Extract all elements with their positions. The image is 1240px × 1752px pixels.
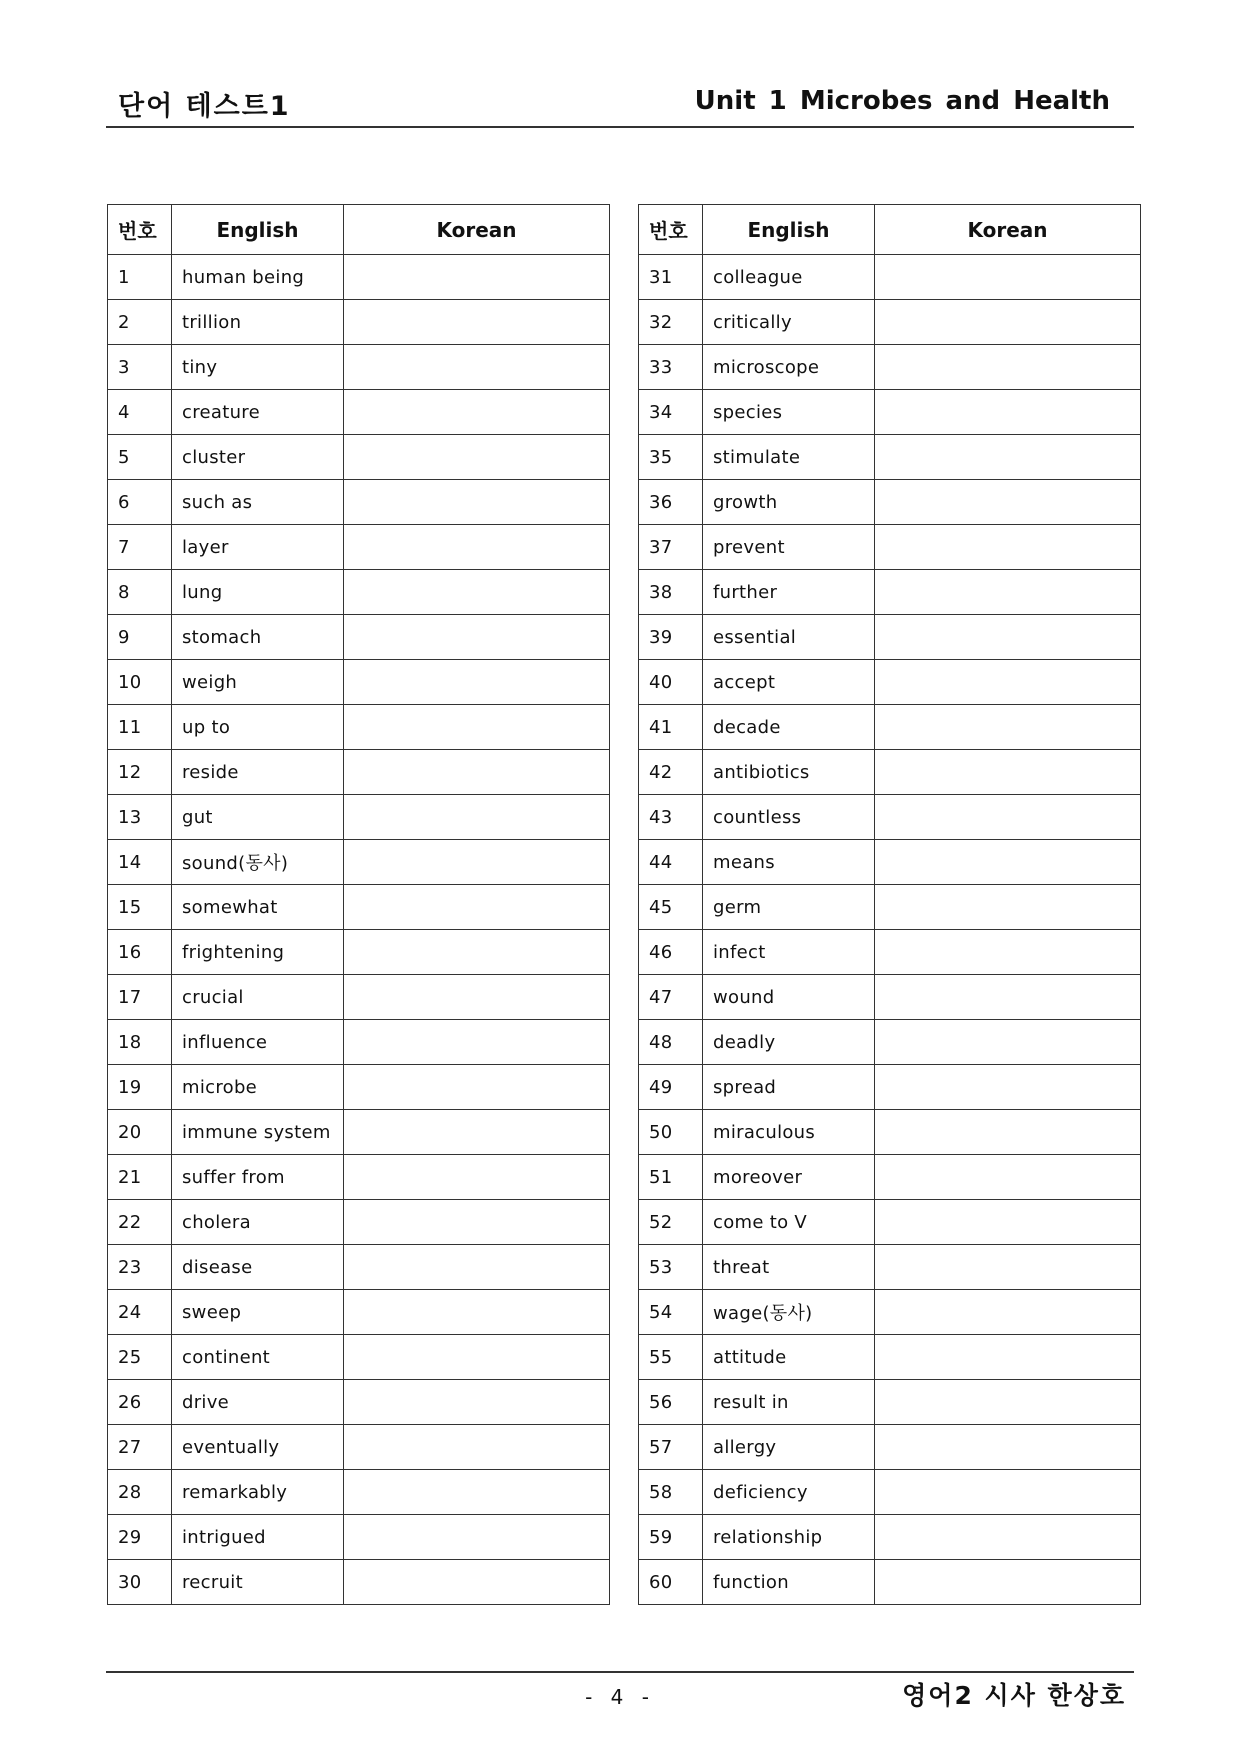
korean-answer-cell[interactable]: [875, 1425, 1141, 1470]
column-header-english: English: [703, 205, 875, 255]
table-row: [108, 1380, 610, 1425]
korean-answer-cell[interactable]: [875, 1290, 1141, 1335]
english-word: germ: [703, 885, 875, 930]
table-row: [108, 1200, 610, 1245]
row-number: 49: [639, 1065, 703, 1110]
table-row: [639, 1515, 1141, 1560]
table-row: [108, 660, 610, 705]
table-row: [108, 1110, 610, 1155]
page-header: [106, 78, 1134, 128]
korean-answer-cell[interactable]: [344, 1380, 610, 1425]
korean-answer-cell[interactable]: [344, 885, 610, 930]
english-word: wage(동사): [703, 1290, 875, 1335]
english-word: creature: [172, 390, 344, 435]
english-word: intrigued: [172, 1515, 344, 1560]
table-row: [639, 840, 1141, 885]
table-row: [639, 480, 1141, 525]
row-number: 20: [108, 1110, 172, 1155]
table-row: [639, 300, 1141, 345]
korean-answer-cell[interactable]: [875, 660, 1141, 705]
english-word: microscope: [703, 345, 875, 390]
english-word: crucial: [172, 975, 344, 1020]
row-number: 24: [108, 1290, 172, 1335]
row-number: 17: [108, 975, 172, 1020]
row-number: 46: [639, 930, 703, 975]
table-row: [108, 1155, 610, 1200]
vocab-table-right: [638, 204, 1141, 1605]
row-number: 32: [639, 300, 703, 345]
row-number: 58: [639, 1470, 703, 1515]
english-word: eventually: [172, 1425, 344, 1470]
row-number: 2: [108, 300, 172, 345]
table-row: [639, 705, 1141, 750]
english-word: such as: [172, 480, 344, 525]
table-row: [639, 975, 1141, 1020]
korean-answer-cell[interactable]: [344, 795, 610, 840]
row-number: 55: [639, 1335, 703, 1380]
english-word: continent: [172, 1335, 344, 1380]
table-row: [108, 345, 610, 390]
row-number: 14: [108, 840, 172, 885]
unit-title: Unit 1 Microbes and Health: [694, 86, 1110, 116]
korean-answer-cell[interactable]: [875, 840, 1141, 885]
row-number: 47: [639, 975, 703, 1020]
column-header-korean: Korean: [875, 205, 1141, 255]
vocab-table-right-body: [639, 255, 1141, 1605]
row-number: 36: [639, 480, 703, 525]
korean-answer-cell[interactable]: [344, 1335, 610, 1380]
korean-answer-cell[interactable]: [875, 930, 1141, 975]
row-number: 45: [639, 885, 703, 930]
table-row: [639, 435, 1141, 480]
table-row: [108, 300, 610, 345]
english-word: infect: [703, 930, 875, 975]
korean-answer-cell[interactable]: [875, 1560, 1141, 1605]
korean-answer-cell[interactable]: [875, 525, 1141, 570]
table-row: [639, 255, 1141, 300]
english-word: miraculous: [703, 1110, 875, 1155]
korean-answer-cell[interactable]: [875, 1335, 1141, 1380]
korean-answer-cell[interactable]: [344, 255, 610, 300]
korean-answer-cell[interactable]: [344, 390, 610, 435]
korean-answer-cell[interactable]: [344, 705, 610, 750]
column-header-korean: Korean: [344, 205, 610, 255]
english-word: further: [703, 570, 875, 615]
row-number: 59: [639, 1515, 703, 1560]
english-word: come to V: [703, 1200, 875, 1245]
table-row: [639, 1560, 1141, 1605]
korean-answer-cell[interactable]: [875, 300, 1141, 345]
table-row: [108, 435, 610, 480]
table-row: [639, 615, 1141, 660]
table-row: [108, 525, 610, 570]
english-word: tiny: [172, 345, 344, 390]
english-word: somewhat: [172, 885, 344, 930]
english-word: cluster: [172, 435, 344, 480]
table-row: [639, 1380, 1141, 1425]
row-number: 37: [639, 525, 703, 570]
table-row: [108, 1245, 610, 1290]
table-row: [639, 1290, 1141, 1335]
table-row: [108, 1335, 610, 1380]
table-header-row: [639, 205, 1141, 255]
row-number: 1: [108, 255, 172, 300]
korean-answer-cell[interactable]: [875, 1515, 1141, 1560]
english-word: deadly: [703, 1020, 875, 1065]
table-row: [639, 1425, 1141, 1470]
row-number: 38: [639, 570, 703, 615]
english-word: microbe: [172, 1065, 344, 1110]
row-number: 35: [639, 435, 703, 480]
row-number: 15: [108, 885, 172, 930]
footer-author: 영어2 시사 한상호: [902, 1681, 1126, 1710]
row-number: 44: [639, 840, 703, 885]
english-word: recruit: [172, 1560, 344, 1605]
korean-answer-cell[interactable]: [344, 615, 610, 660]
table-row: [108, 1515, 610, 1560]
row-number: 26: [108, 1380, 172, 1425]
row-number: 28: [108, 1470, 172, 1515]
row-number: 31: [639, 255, 703, 300]
english-word: trillion: [172, 300, 344, 345]
korean-answer-cell[interactable]: [344, 300, 610, 345]
korean-answer-cell[interactable]: [344, 1425, 610, 1470]
table-row: [639, 525, 1141, 570]
row-number: 34: [639, 390, 703, 435]
table-row: [639, 1020, 1141, 1065]
korean-answer-cell[interactable]: [344, 750, 610, 795]
table-row: [639, 390, 1141, 435]
korean-answer-cell[interactable]: [875, 1245, 1141, 1290]
row-number: 29: [108, 1515, 172, 1560]
table-row: [108, 570, 610, 615]
row-number: 51: [639, 1155, 703, 1200]
table-row: [108, 885, 610, 930]
row-number: 25: [108, 1335, 172, 1380]
column-header-number: 번호: [108, 205, 172, 255]
table-row: [108, 930, 610, 975]
row-number: 33: [639, 345, 703, 390]
table-row: [639, 1155, 1141, 1200]
table-row: [108, 390, 610, 435]
english-word: antibiotics: [703, 750, 875, 795]
english-word: attitude: [703, 1335, 875, 1380]
row-number: 60: [639, 1560, 703, 1605]
english-word: lung: [172, 570, 344, 615]
vocab-table-left: [107, 204, 610, 1605]
row-number: 16: [108, 930, 172, 975]
korean-answer-cell[interactable]: [344, 840, 610, 885]
table-row: [639, 795, 1141, 840]
english-word: gut: [172, 795, 344, 840]
korean-answer-cell[interactable]: [344, 1290, 610, 1335]
korean-answer-cell[interactable]: [344, 975, 610, 1020]
english-word: stomach: [172, 615, 344, 660]
row-number: 50: [639, 1110, 703, 1155]
table-row: [108, 750, 610, 795]
korean-answer-cell[interactable]: [875, 1470, 1141, 1515]
table-row: [639, 1200, 1141, 1245]
table-row: [639, 1470, 1141, 1515]
korean-answer-cell[interactable]: [875, 570, 1141, 615]
table-row: [108, 1290, 610, 1335]
english-word: accept: [703, 660, 875, 705]
table-row: [108, 615, 610, 660]
korean-answer-cell[interactable]: [875, 1200, 1141, 1245]
english-word: human being: [172, 255, 344, 300]
english-word: frightening: [172, 930, 344, 975]
korean-answer-cell[interactable]: [875, 795, 1141, 840]
table-row: [108, 840, 610, 885]
korean-answer-cell[interactable]: [875, 255, 1141, 300]
korean-answer-cell[interactable]: [875, 480, 1141, 525]
row-number: 23: [108, 1245, 172, 1290]
table-row: [639, 1335, 1141, 1380]
korean-answer-cell[interactable]: [344, 525, 610, 570]
table-row: [108, 975, 610, 1020]
row-number: 41: [639, 705, 703, 750]
korean-answer-cell[interactable]: [344, 345, 610, 390]
table-row: [108, 1470, 610, 1515]
row-number: 6: [108, 480, 172, 525]
column-header-english: English: [172, 205, 344, 255]
english-word: drive: [172, 1380, 344, 1425]
row-number: 48: [639, 1020, 703, 1065]
korean-answer-cell[interactable]: [344, 660, 610, 705]
korean-answer-cell[interactable]: [344, 1065, 610, 1110]
table-header-row: [108, 205, 610, 255]
english-word: growth: [703, 480, 875, 525]
korean-answer-cell[interactable]: [875, 1020, 1141, 1065]
table-row: [639, 660, 1141, 705]
row-number: 8: [108, 570, 172, 615]
table-row: [639, 345, 1141, 390]
english-word: species: [703, 390, 875, 435]
korean-answer-cell[interactable]: [344, 435, 610, 480]
table-row: [639, 1245, 1141, 1290]
korean-answer-cell[interactable]: [344, 1515, 610, 1560]
table-row: [639, 570, 1141, 615]
row-number: 40: [639, 660, 703, 705]
korean-answer-cell[interactable]: [344, 1200, 610, 1245]
korean-answer-cell[interactable]: [344, 480, 610, 525]
table-row: [639, 1110, 1141, 1155]
english-word: remarkably: [172, 1470, 344, 1515]
english-word: sweep: [172, 1290, 344, 1335]
row-number: 30: [108, 1560, 172, 1605]
english-word: means: [703, 840, 875, 885]
table-row: [639, 885, 1141, 930]
row-number: 3: [108, 345, 172, 390]
english-word: sound(동사): [172, 840, 344, 885]
row-number: 57: [639, 1425, 703, 1470]
korean-answer-cell[interactable]: [875, 705, 1141, 750]
english-word: decade: [703, 705, 875, 750]
row-number: 43: [639, 795, 703, 840]
table-row: [108, 795, 610, 840]
english-word: deficiency: [703, 1470, 875, 1515]
english-word: up to: [172, 705, 344, 750]
english-word: influence: [172, 1020, 344, 1065]
english-word: result in: [703, 1380, 875, 1425]
row-number: 39: [639, 615, 703, 660]
korean-answer-cell[interactable]: [344, 1560, 610, 1605]
footer-divider: [106, 1671, 1134, 1673]
row-number: 4: [108, 390, 172, 435]
english-word: disease: [172, 1245, 344, 1290]
page-number: - 4 -: [585, 1685, 655, 1709]
row-number: 7: [108, 525, 172, 570]
korean-answer-cell[interactable]: [344, 1110, 610, 1155]
vocab-table-left-body: [108, 255, 610, 1605]
english-word: stimulate: [703, 435, 875, 480]
table-row: [639, 1065, 1141, 1110]
korean-answer-cell[interactable]: [875, 1155, 1141, 1200]
table-row: [108, 255, 610, 300]
english-word: immune system: [172, 1110, 344, 1155]
korean-answer-cell[interactable]: [875, 615, 1141, 660]
table-row: [108, 480, 610, 525]
row-number: 27: [108, 1425, 172, 1470]
row-number: 5: [108, 435, 172, 480]
row-number: 56: [639, 1380, 703, 1425]
row-number: 18: [108, 1020, 172, 1065]
english-word: spread: [703, 1065, 875, 1110]
korean-answer-cell[interactable]: [875, 975, 1141, 1020]
row-number: 13: [108, 795, 172, 840]
page-title: 단어 테스트1: [118, 91, 291, 122]
korean-answer-cell[interactable]: [344, 1155, 610, 1200]
table-row: [639, 930, 1141, 975]
row-number: 12: [108, 750, 172, 795]
korean-answer-cell[interactable]: [344, 1020, 610, 1065]
korean-answer-cell[interactable]: [875, 1380, 1141, 1425]
table-row: [108, 1020, 610, 1065]
english-word: reside: [172, 750, 344, 795]
english-word: cholera: [172, 1200, 344, 1245]
english-word: weigh: [172, 660, 344, 705]
english-word: threat: [703, 1245, 875, 1290]
table-row: [108, 705, 610, 750]
english-word: countless: [703, 795, 875, 840]
row-number: 53: [639, 1245, 703, 1290]
korean-answer-cell[interactable]: [875, 435, 1141, 480]
table-row: [639, 750, 1141, 795]
english-word: relationship: [703, 1515, 875, 1560]
korean-answer-cell[interactable]: [344, 930, 610, 975]
table-row: [108, 1425, 610, 1470]
english-word: critically: [703, 300, 875, 345]
row-number: 19: [108, 1065, 172, 1110]
english-word: colleague: [703, 255, 875, 300]
english-word: essential: [703, 615, 875, 660]
row-number: 10: [108, 660, 172, 705]
english-word: wound: [703, 975, 875, 1020]
korean-answer-cell[interactable]: [875, 750, 1141, 795]
korean-answer-cell[interactable]: [344, 1245, 610, 1290]
english-word: suffer from: [172, 1155, 344, 1200]
column-header-number: 번호: [639, 205, 703, 255]
row-number: 52: [639, 1200, 703, 1245]
english-word: function: [703, 1560, 875, 1605]
korean-answer-cell[interactable]: [875, 1065, 1141, 1110]
row-number: 9: [108, 615, 172, 660]
korean-answer-cell[interactable]: [875, 885, 1141, 930]
korean-answer-cell[interactable]: [875, 390, 1141, 435]
row-number: 42: [639, 750, 703, 795]
row-number: 22: [108, 1200, 172, 1245]
korean-answer-cell[interactable]: [875, 1110, 1141, 1155]
row-number: 11: [108, 705, 172, 750]
table-row: [108, 1065, 610, 1110]
english-word: allergy: [703, 1425, 875, 1470]
english-word: layer: [172, 525, 344, 570]
row-number: 21: [108, 1155, 172, 1200]
korean-answer-cell[interactable]: [344, 570, 610, 615]
english-word: moreover: [703, 1155, 875, 1200]
korean-answer-cell[interactable]: [875, 345, 1141, 390]
table-row: [108, 1560, 610, 1605]
english-word: prevent: [703, 525, 875, 570]
korean-answer-cell[interactable]: [344, 1470, 610, 1515]
row-number: 54: [639, 1290, 703, 1335]
